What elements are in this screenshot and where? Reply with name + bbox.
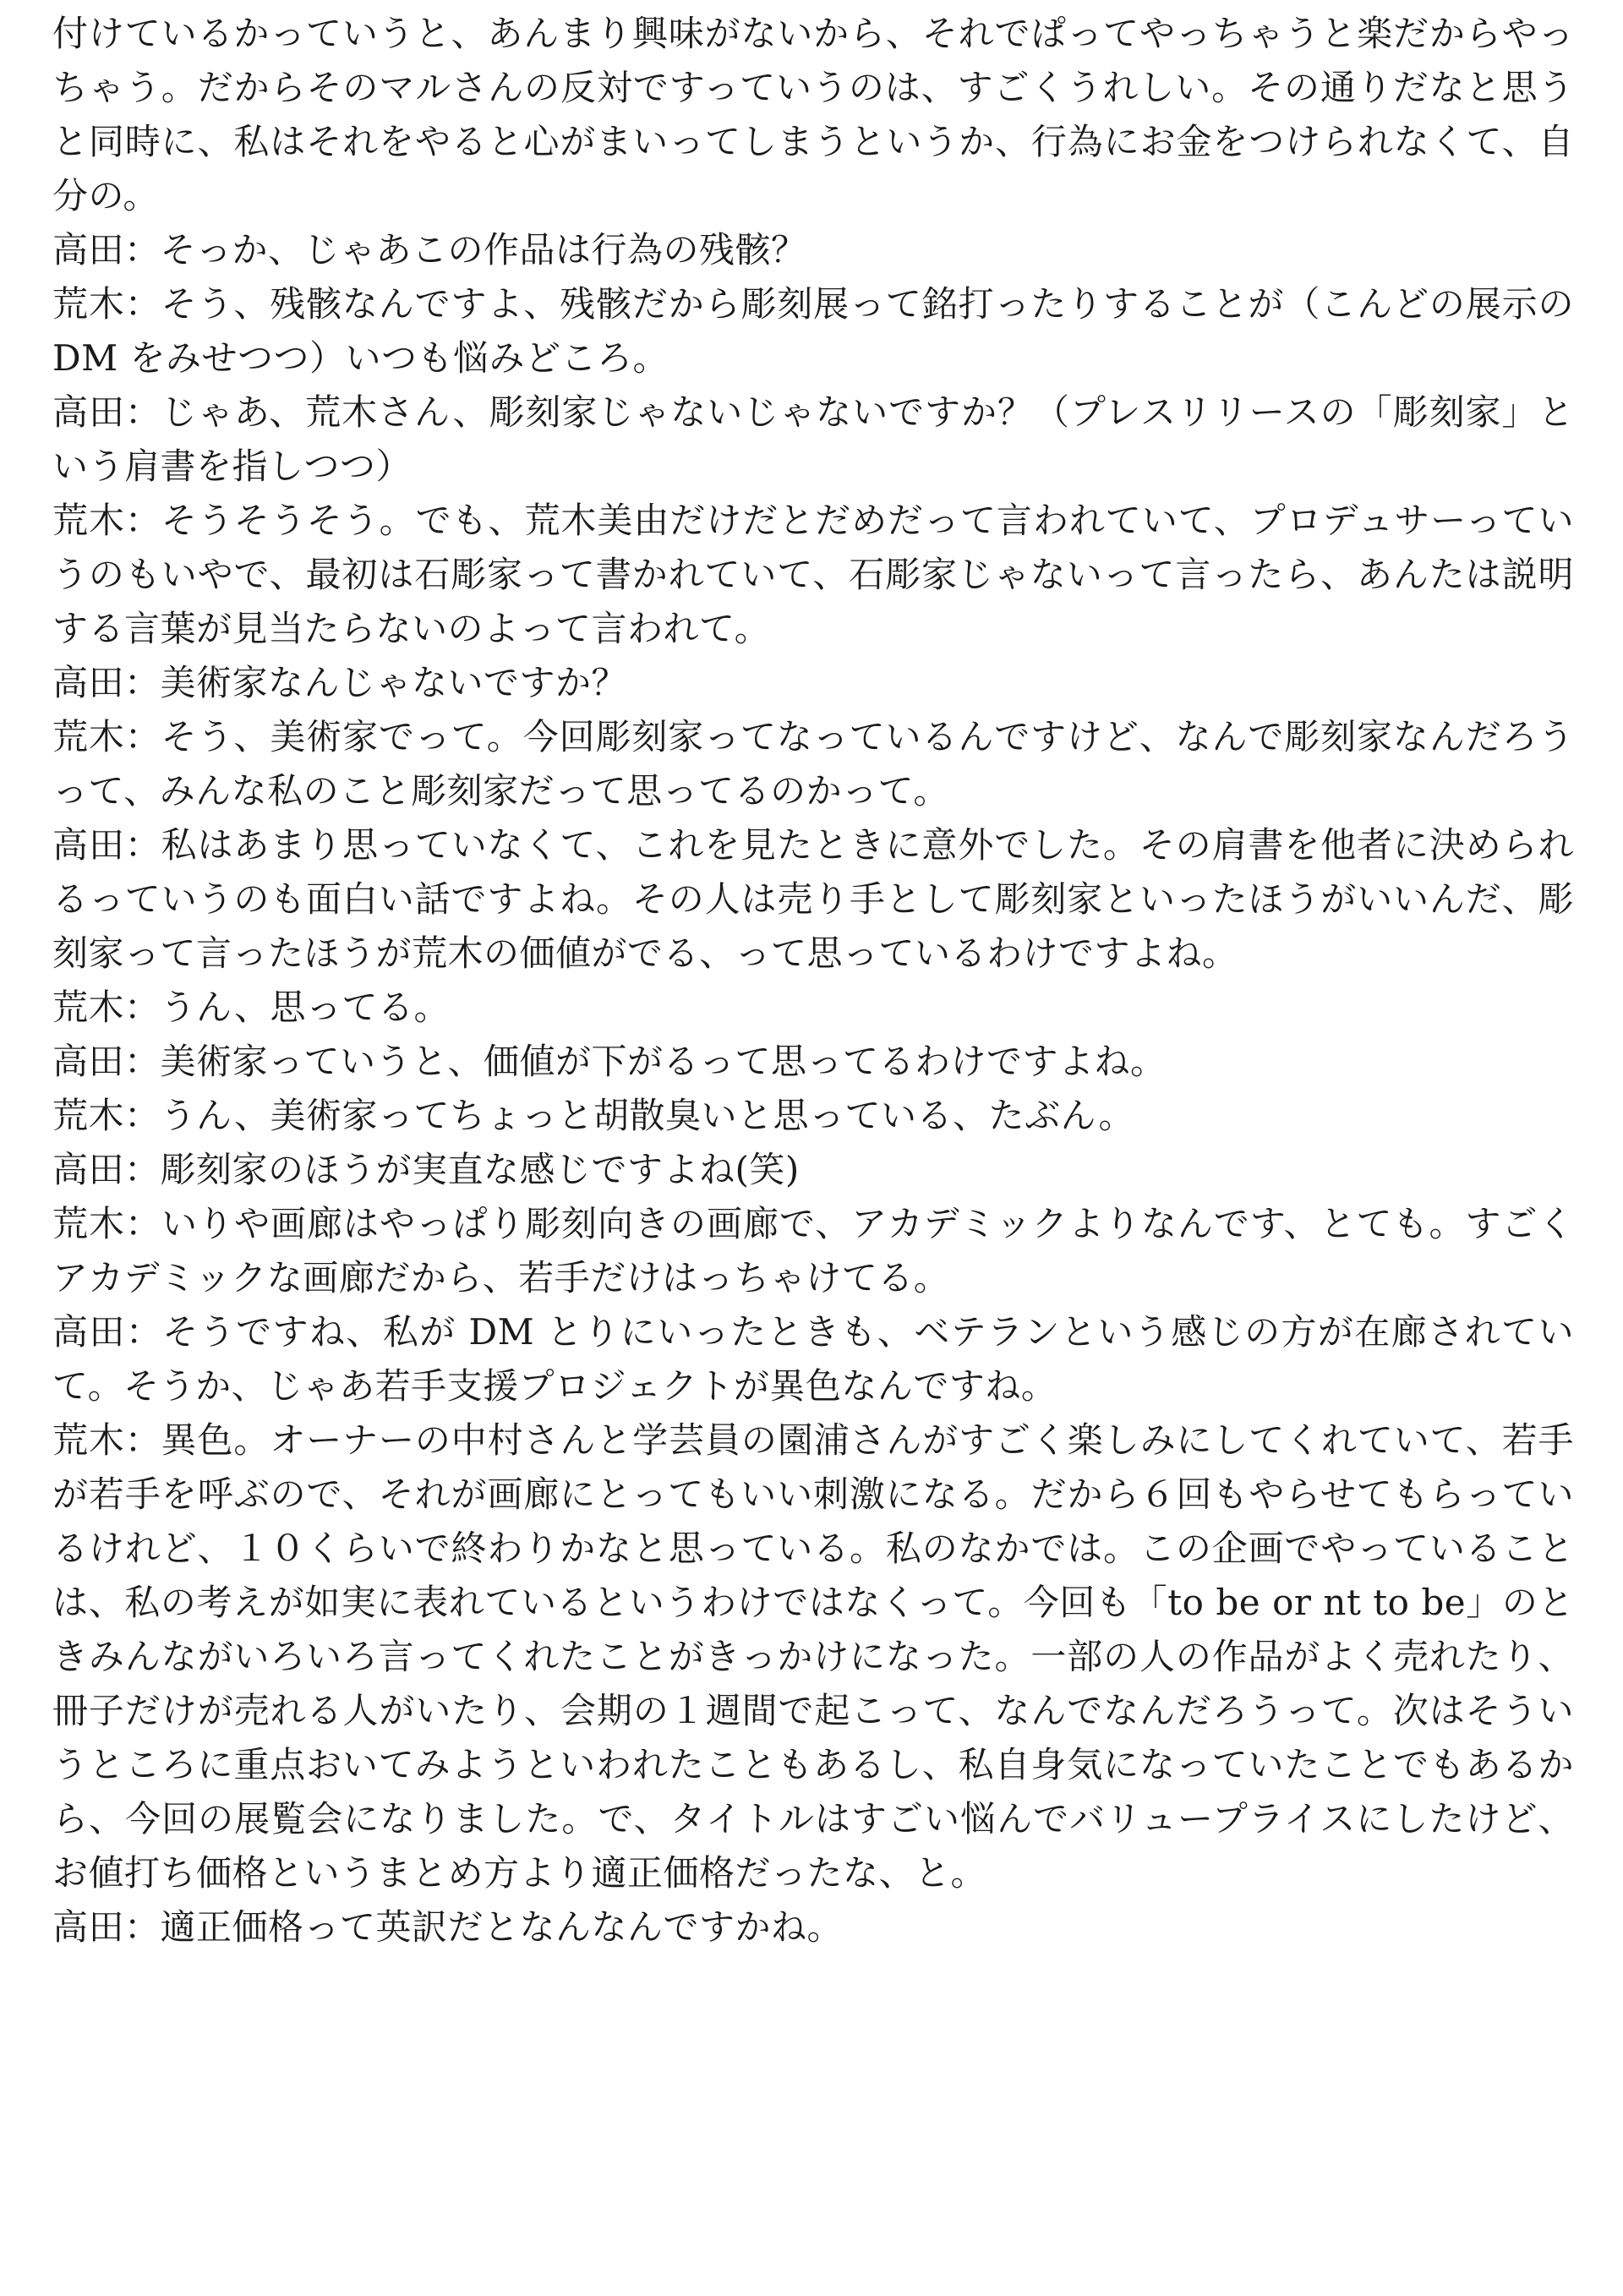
paragraph-araki: 荒木：うん、思ってる。 [52,987,451,1028]
paragraph-takada: 高田：じゃあ、荒木さん、彫刻家じゃないじゃないですか？（プレスリリースの「彫刻家」という肩書を指しつつ） [52,391,1574,487]
paragraph-takada: 高田：そっか、じゃあこの作品は行為の残骸？ [52,229,807,271]
paragraph-araki: 荒木：いりや画廊はやっぱり彫刻向きの画廊で、アカデミックよりなんです、とても。すごくアカデミックな画廊だから、若手だけはっちゃけてる。 [52,1203,1574,1298]
paragraph-araki: 荒木：そう、残骸なんですよ、残骸だから彫刻展って銘打ったりすることが（こんどの展示の DM をみせつつ）いつも悩みどころ。 [52,283,1574,379]
paragraph-araki: 荒木：そうそうそう。でも、荒木美由だけだとだめだって言われていて、プロデュサーっていうのもいやで、最初は石彫家って書かれていて、石彫家じゃないって言ったら、あんたは説明する言葉が見当たらないのよって言われて。 [52,500,1574,649]
paragraph-takada: 高田：適正価格って英訳だとなんなんですかね。 [52,1906,844,1948]
paragraph-continuation: 付けているかっていうと、あんまり興味がないから、それでぱってやっちゃうと楽だからやっちゃう。だからそのマルさんの反対ですっていうのは、すごくうれしい。その通りだなと思うと同時に、私はそれをやると心がまいってしまうというか、行為にお金をつけられなくて、自分の。 [52,13,1574,216]
paragraph-takada: 高田：美術家なんじゃないですか？ [52,662,628,703]
paragraph-takada: 高田：私はあまり思っていなくて、これを見たときに意外でした。その肩書を他者に決められるっていうのも面白い話ですよね。その人は売り手として彫刻家といったほうがいいんだ、彫刻家って言ったほうが荒木の価値がでる、って思っているわけですよね。 [52,824,1574,974]
paragraph-araki: 荒木：異色。オーナーの中村さんと学芸員の園浦さんがすごく楽しみにしてくれていて、若手が若手を呼ぶので、それが画廊にとってもいい刺激になる。だから６回もやらせてもらっているけれど、１０くらいで終わりかなと思っている。私のなかでは。この企画でやっていることは、私の考えが如実に表れているというわけではなくって。今回も「to be or nt to be」のときみんながいろいろ言ってくれたことがきっかけになった。一部の人の作品がよく売れたり、冊子だけが売れる人がいたり、会期の１週間で起こって、なんでなんだろうって。次はそういうところに重点おいてみようといわれたこともあるし、私自身気になっていたことでもあるから、今回の展覧会になりました。で、タイトルはすごい悩んでバリュープライスにしたけど、お値打ち価格というまとめ方より適正価格だったな、と。 [52,1419,1574,1894]
paragraph-takada: 高田：美術家っていうと、価値が下がるって思ってるわけですよね。 [52,1041,1167,1082]
paragraph-araki: 荒木：うん、美術家ってちょっと胡散臭いと思っている、たぶん。 [52,1095,1135,1136]
paragraph-araki: 荒木：そう、美術家でって。今回彫刻家ってなっているんですけど、なんで彫刻家なんだろうって、みんな私のこと彫刻家だって思ってるのかって。 [52,716,1574,812]
paragraph-takada: 高田：彫刻家のほうが実直な感じですよね(笑) [52,1149,800,1190]
interview-transcript [52,7,1574,1954]
paragraph-takada: 高田：そうですね、私が DM とりにいったときも、ベテランという感じの方が在廊されていて。そうか、じゃあ若手支援プロジェクトが異色なんですね。 [52,1311,1574,1407]
